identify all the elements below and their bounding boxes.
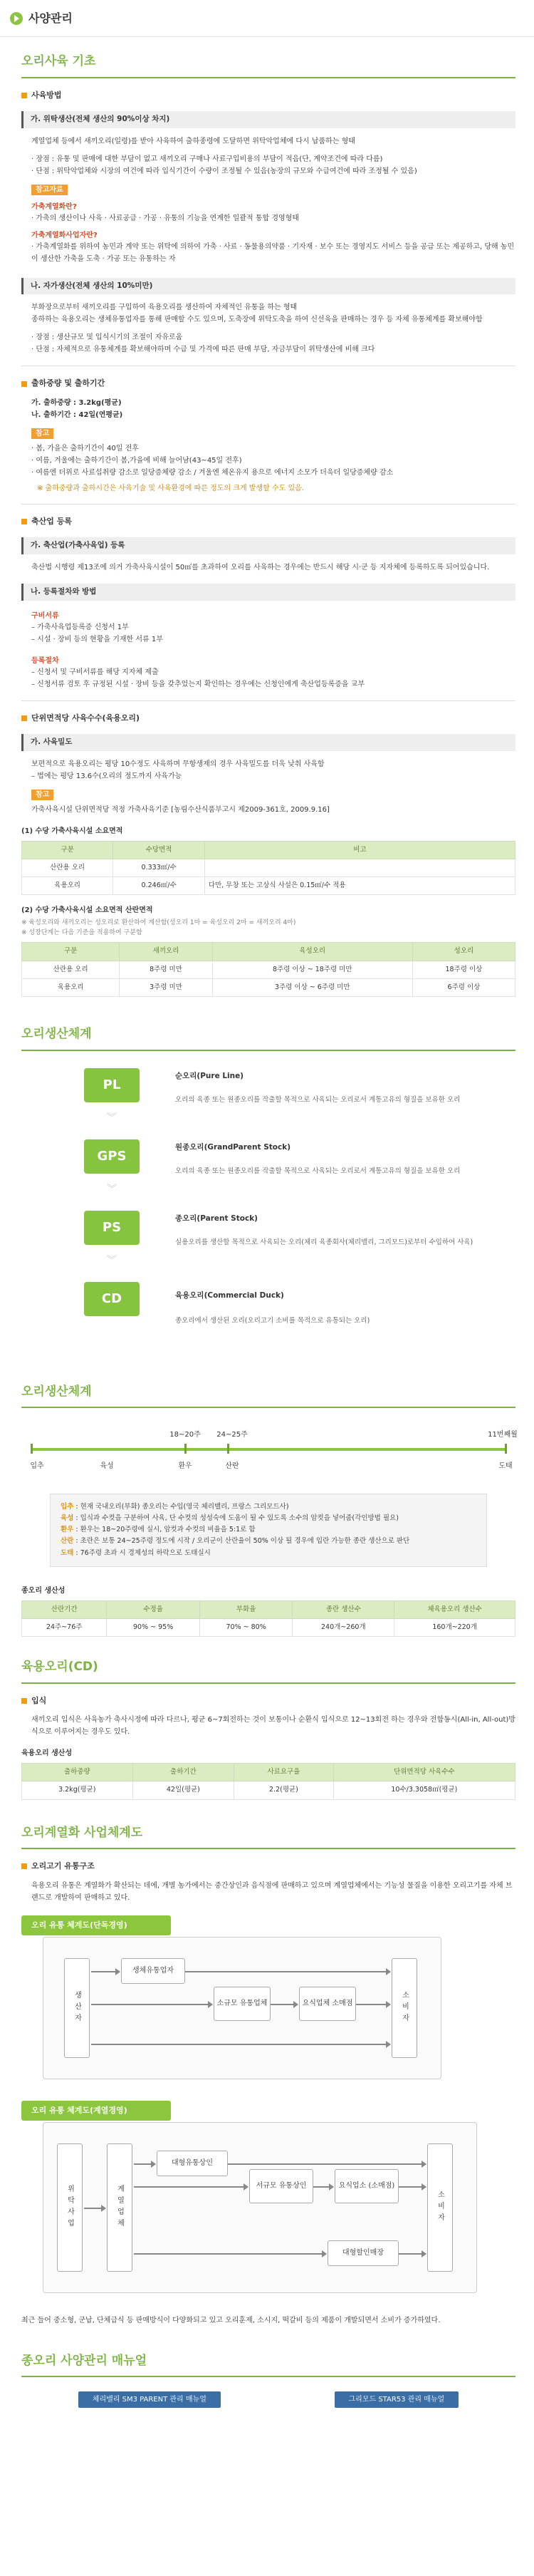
- ref-tag-2: 참고: [31, 428, 53, 439]
- node-restaurant-2: 요식업소 (소매점): [335, 2169, 399, 2203]
- node-consumer-2: 소비자: [427, 2143, 453, 2272]
- subtitle-register: 축산업 등록: [21, 516, 515, 528]
- step-cd-title: 육용오리(Commercial Duck): [175, 1290, 284, 1300]
- step-cd-desc: 종오리에서 생산된 오리(오리고기 소비를 목적으로 유통되는 오리): [175, 1316, 370, 1325]
- chevron-down-icon: ︾: [107, 1112, 117, 1124]
- tl-label-1: 입추: [30, 1462, 44, 1470]
- text-density-2: – 법에는 평당 13.6수(오리의 정도까지 사육가능: [31, 772, 182, 780]
- node-consumer: 소비자: [392, 1958, 417, 2058]
- node-live-dealer: 생체유통업자: [121, 1958, 185, 1984]
- text-outsourced: 계열업체 등에서 새끼오리(일령)를 받아 사육하여 출하종령에 도달하면 위탁악업체에 다시 납품하는 형태: [31, 137, 355, 145]
- step-pl: PL: [84, 1068, 140, 1102]
- ship-period: 나. 출하기간 : 42일(연평균): [31, 410, 123, 419]
- ref-line-3: · 여름엔 더위로 사료섭취량 감소로 일당증체량 감소 / 겨울엔 체온유지 용으로 에너지 소모가 더욱더 일당증체량 감소: [31, 468, 394, 477]
- section-title-cd: 육용오리(CD): [21, 1658, 515, 1684]
- play-icon: [10, 12, 23, 25]
- table2-caption: (2) 수당 가축사육시설 소요면적 산란면적: [21, 906, 153, 915]
- bar-procedure: 나. 등록절차와 방법: [21, 584, 515, 601]
- node-mid-dealer: 서규모 유통상인: [249, 2169, 313, 2203]
- step-gps-title: 원종오리(GrandParent Stock): [175, 1142, 290, 1152]
- ref-tag: 참고자료: [31, 185, 68, 195]
- step-gps-desc: 오리의 육종 또는 원종오리를 작출할 목적으로 사육되는 오리로서 계통고유의 형질을 보유한 오리: [175, 1167, 461, 1175]
- subtitle-method: 사육방법: [21, 90, 515, 102]
- text-selfprod-pros: · 장점 : 생산규모 및 입식시기의 조절이 자유로움: [31, 333, 183, 342]
- subtitle-stocking: 입식: [21, 1695, 515, 1707]
- step-gps: GPS: [84, 1139, 140, 1174]
- answer-2: · 가축계열화를 위하여 농민과 계약 또는 위탁에 의하여 가축 · 사료 · 동물용의약품 · 기자재 · 보수 또는 경영지도 서비스 등을 공급 또는 제공하고, 당해 농민이 생산한 가축을 도축 · 가공 또는 유통하는 자: [31, 242, 515, 263]
- subtitle-shipping: 출하중량 및 출하기간: [21, 378, 515, 390]
- table2-note-1: ※ 육성오리와 새끼오리는 성오리로 환산하여 계산함(성오리 1마 = 육성오리 2마 = 새끼오리 4마): [21, 919, 296, 927]
- cd-table-caption: 육용오리 생산성: [21, 1749, 73, 1758]
- section-title-manual: 종오리 사양관리 매뉴얼: [21, 2352, 515, 2378]
- diagram2-banner: 오리 유통 체계도(계열경영): [21, 2101, 171, 2121]
- table-area: 구분 수당면적 비고 산란용 오리 0.333㎡/수 육용오리 0.246㎡/수 다만, 무창 또는 고상식 사설은 0.15㎡/수 적용: [21, 841, 515, 896]
- ref-tag-3: 참고: [31, 790, 53, 800]
- tl-label-3: 환우: [178, 1462, 192, 1470]
- ref-line-1: · 봄, 가을은 출하기간이 40일 전후: [31, 444, 139, 452]
- text-density: 보편적으로 육용오리는 평당 10수정도 사육하며 무항생제의 경우 사육밀도를 더욱 낮춰 사육함: [31, 760, 325, 768]
- procedure-1: – 신청서 및 구비서류를 해당 지자체 제출: [31, 668, 159, 676]
- bullet-icon: [21, 519, 27, 524]
- section-title-system: 오리생산체계: [21, 1025, 515, 1051]
- text-register: 축산법 시행령 제13조에 의거 가축사육시설이 50㎡를 초과하여 오리를 사육하는 경우에는 반드시 해당 시·군 등 지자체에 등록하도록 되어있습니다.: [31, 563, 490, 571]
- section-title-timeline: 오리생산체계: [21, 1383, 515, 1409]
- step-cd: CD: [84, 1282, 140, 1316]
- tl-label-2: 육성: [100, 1462, 114, 1470]
- text-cons: · 단점 : 위탁악업체와 시장의 여건에 따라 입식기간이 수량이 조정될 수 있음(농장의 규모와 수급여건에 따라 조정될 수 있음): [31, 167, 417, 175]
- node-producer: 생산자: [64, 1958, 90, 2058]
- step-ps-desc: 실용오리를 생산할 목적으로 사육되는 오리(체리 육종회사(체리밸리, 그리모드)로부터 수입하여 사육): [175, 1238, 473, 1246]
- text-stocking: 새끼오리 입식은 사육농가 축사시정에 따라 다르나, 평균 6~7회전하는 것이 보통이나 순환식 입식으로 12~13회전 하는 경우와 전함동시(All-in, All-out)방식으로 이루어지는 경우도 있다.: [31, 1716, 515, 1737]
- page-header: [0, 0, 534, 37]
- text-density-ref: 가축사육시설 단위면적당 적정 가축사육기준 [농림수산식품부고시 제2009-361호, 2009.9.16]: [31, 805, 330, 814]
- table2-note-2: ※ 성장단계는 다음 기준을 적용하여 구분함: [21, 929, 142, 936]
- answer-1: · 가축의 생산이나 사육 · 사료공급 · 가공 · 유통의 기능을 연계한 일괄적 통합 경영형태: [31, 214, 299, 222]
- node-small-dist: 소규모 유통업체: [214, 1987, 271, 2021]
- diagram1-banner: 오리 유통 체계도(단독경영): [21, 1915, 171, 1936]
- diagram-integrated: [21, 2101, 515, 2307]
- table1-caption: (1) 수당 가축사육시설 소요면적: [21, 827, 123, 835]
- page-title: 사양관리: [28, 11, 73, 25]
- bullet-icon: [21, 1698, 27, 1704]
- tl-top-3: 11번째월: [488, 1431, 518, 1439]
- bullet-icon: [21, 93, 27, 98]
- docs-2: – 시설 · 장비 등의 현황을 기재한 서류 1부: [31, 635, 163, 643]
- breeder-table: 산란기간 수정율 부화율 종란 생산수 체육용오리 생산수 24주~76주 90% ~ 95% 70% ~ 80% 240개~260개 160개~220개: [21, 1600, 515, 1638]
- docs-title: 구비서류: [31, 611, 59, 620]
- cd-table: 출하중량 출하기간 사료요구율 단위면적당 사육수수 3.2kg(평균) 42일(평균) 2.2(평균) 10수/3.3058㎡(평균): [21, 1763, 515, 1800]
- tl-label-4: 산란: [225, 1462, 239, 1470]
- procedure-2: – 신청서류 검토 후 규정된 시설 · 장비 등을 갖추었는지 확인하는 경우에는 신청인에게 축산업등록증을 교부: [31, 680, 365, 688]
- node-hypermarket: 대형할인매장: [328, 2240, 399, 2266]
- section-title-integration: 오리계열화 사업체계도: [21, 1824, 515, 1850]
- bar-outsourced: 가. 위탁생산(전체 생산의 90%이상 차지): [21, 111, 515, 128]
- step-ps: PS: [84, 1211, 140, 1245]
- chevron-down-icon: ︾: [107, 1254, 117, 1266]
- cherry-valley-manual-button[interactable]: 체리밸리 SM3 PARENT 관리 매뉴얼: [78, 2391, 221, 2408]
- grimaud-manual-button[interactable]: 그리모드 STAR53 관리 매뉴얼: [335, 2391, 459, 2408]
- bullet-icon: [21, 1863, 27, 1869]
- procedure-title: 등록절차: [31, 656, 59, 665]
- bullet-icon: [21, 381, 27, 387]
- timeline: [21, 1422, 518, 1486]
- bar-register: 가. 축산업(가축사육업) 등록: [21, 537, 515, 554]
- ship-weight: 가. 출하중량 : 3.2kg(평균): [31, 398, 122, 407]
- question-1: 가축계열화란?: [31, 202, 77, 211]
- text-selfprod-2: 종하하는 육용오리는 생체유통업자를 통해 판매할 수도 있으며, 도축장에 위탁도축을 하여 신선육을 판매하는 경우 등 자체 유통체계를 확보해야함: [31, 316, 483, 324]
- step-pl-desc: 오리의 육종 또는 원종오리를 작출할 목적으로 사육되는 오리로서 계통고유의 형질을 보유한 오리: [175, 1095, 461, 1104]
- question-2: 가축계열화사업자란?: [31, 231, 98, 239]
- text-selfprod-cons: · 단점 : 자체적으로 유통체계를 확보해야하며 수급 및 가격에 따른 판매 부담, 자금부담이 위탁생산에 비해 크다: [31, 346, 375, 354]
- table-stage: 구분 새끼오리 육성오리 성오리 산란용 오리 8주령 미만 8주령 이상 ~ 18주령 미만 18주령 이상 육용오리 3주령 미만 3주령 이상 ~ 6주령 미만 6주령 이상: [21, 942, 515, 997]
- docs-1: – 가축사육업등록증 신청서 1부: [31, 623, 129, 631]
- breeder-table-caption: 종오리 생산성: [21, 1586, 66, 1595]
- subtitle-distribution: 오리고기 유통구조: [21, 1861, 515, 1873]
- tl-label-5: 도태: [498, 1462, 513, 1470]
- step-ps-title: 종오리(Parent Stock): [175, 1214, 258, 1223]
- production-flow: [21, 1062, 515, 1362]
- text-distribution: 육용오리 유통은 계열화가 확산되는 데에, 개별 농가에서는 중간상인과 음식점에 판매하고 있으며 계열업체에서는 기능성 물질을 이용한 오리고기를 자체 브랜드로 개발하여 판매하고 있다.: [31, 1881, 513, 1902]
- node-integrator: 계열업체: [107, 2143, 132, 2272]
- tl-top-2: 24~25주: [216, 1431, 248, 1439]
- text-selfprod: 부화장으로부터 새끼오리를 구입하여 육용오리를 생산하여 자체적인 유통을 하는 형태: [31, 304, 298, 312]
- subtitle-density: 단위면적당 사육수수(육용오리): [21, 713, 515, 725]
- node-large-dealer: 대형유통상인: [157, 2151, 228, 2176]
- bullet-icon: [21, 715, 27, 721]
- node-restaurant: 요식업체 소매점: [299, 1987, 356, 2021]
- text-footer: 최근 들어 중소형, 군납, 단체급식 등 판매방식이 다양화되고 있고 오리훈제, 소시지, 떡갈비 등의 제품이 개발되면서 소비가 증가하였다.: [21, 2316, 441, 2324]
- node-contract: 위탁사업: [57, 2143, 83, 2272]
- text-pros: · 장점 : 유통 및 판매에 대한 부담이 없고 새끼오리 구매나 사료구입비용의 부담이 적음(단, 계약조건에 따라 다름): [31, 155, 383, 163]
- ref-line-2: · 여름, 겨울에는 출하기간이 봄,가을에 비해 늘어남(43~45일 전후): [31, 456, 242, 465]
- diagram-independent: [21, 1915, 515, 2094]
- warning-note: ※ 출하중량과 출하시간은 사육기술 및 사육환경에 따른 정도의 크게 발생할 수도 있음.: [37, 484, 304, 492]
- chevron-down-icon: ︾: [107, 1183, 117, 1195]
- tl-top-1: 18~20주: [169, 1431, 201, 1439]
- bar-selfprod: 나. 자가생산(전체 생산의 10%미만): [21, 278, 515, 295]
- timeline-info: 입추 : 현재 국내오리(부화) 종오리는 수입(영국 체리밸리, 프랑스 그리모드사) 육성 : 입식과 수컷을 구분하여 사육, 단 수컷의 성성숙에 도움이 될 수 있도록 소수의 암컷을 넣어줌(각인방법 필요) 환우 : 환우는 18~20주령에 실시, 암컷과 수컷의 비율을 5:1로 함 산란 : 초란은 보통 24~25주령 정도에 시작 / 오리군이 산란율이 50% 이상 될 경우에 입란 가능한 종란 생산으로 판단 도태 : 76주령 초과 시 경제성의 하락으로 도태실시: [50, 1494, 487, 1567]
- step-pl-title: 순오리(Pure Line): [175, 1071, 244, 1080]
- bar-density: 가. 사육밀도: [21, 734, 515, 751]
- section-title-basics: 오리사육 기초: [21, 53, 515, 78]
